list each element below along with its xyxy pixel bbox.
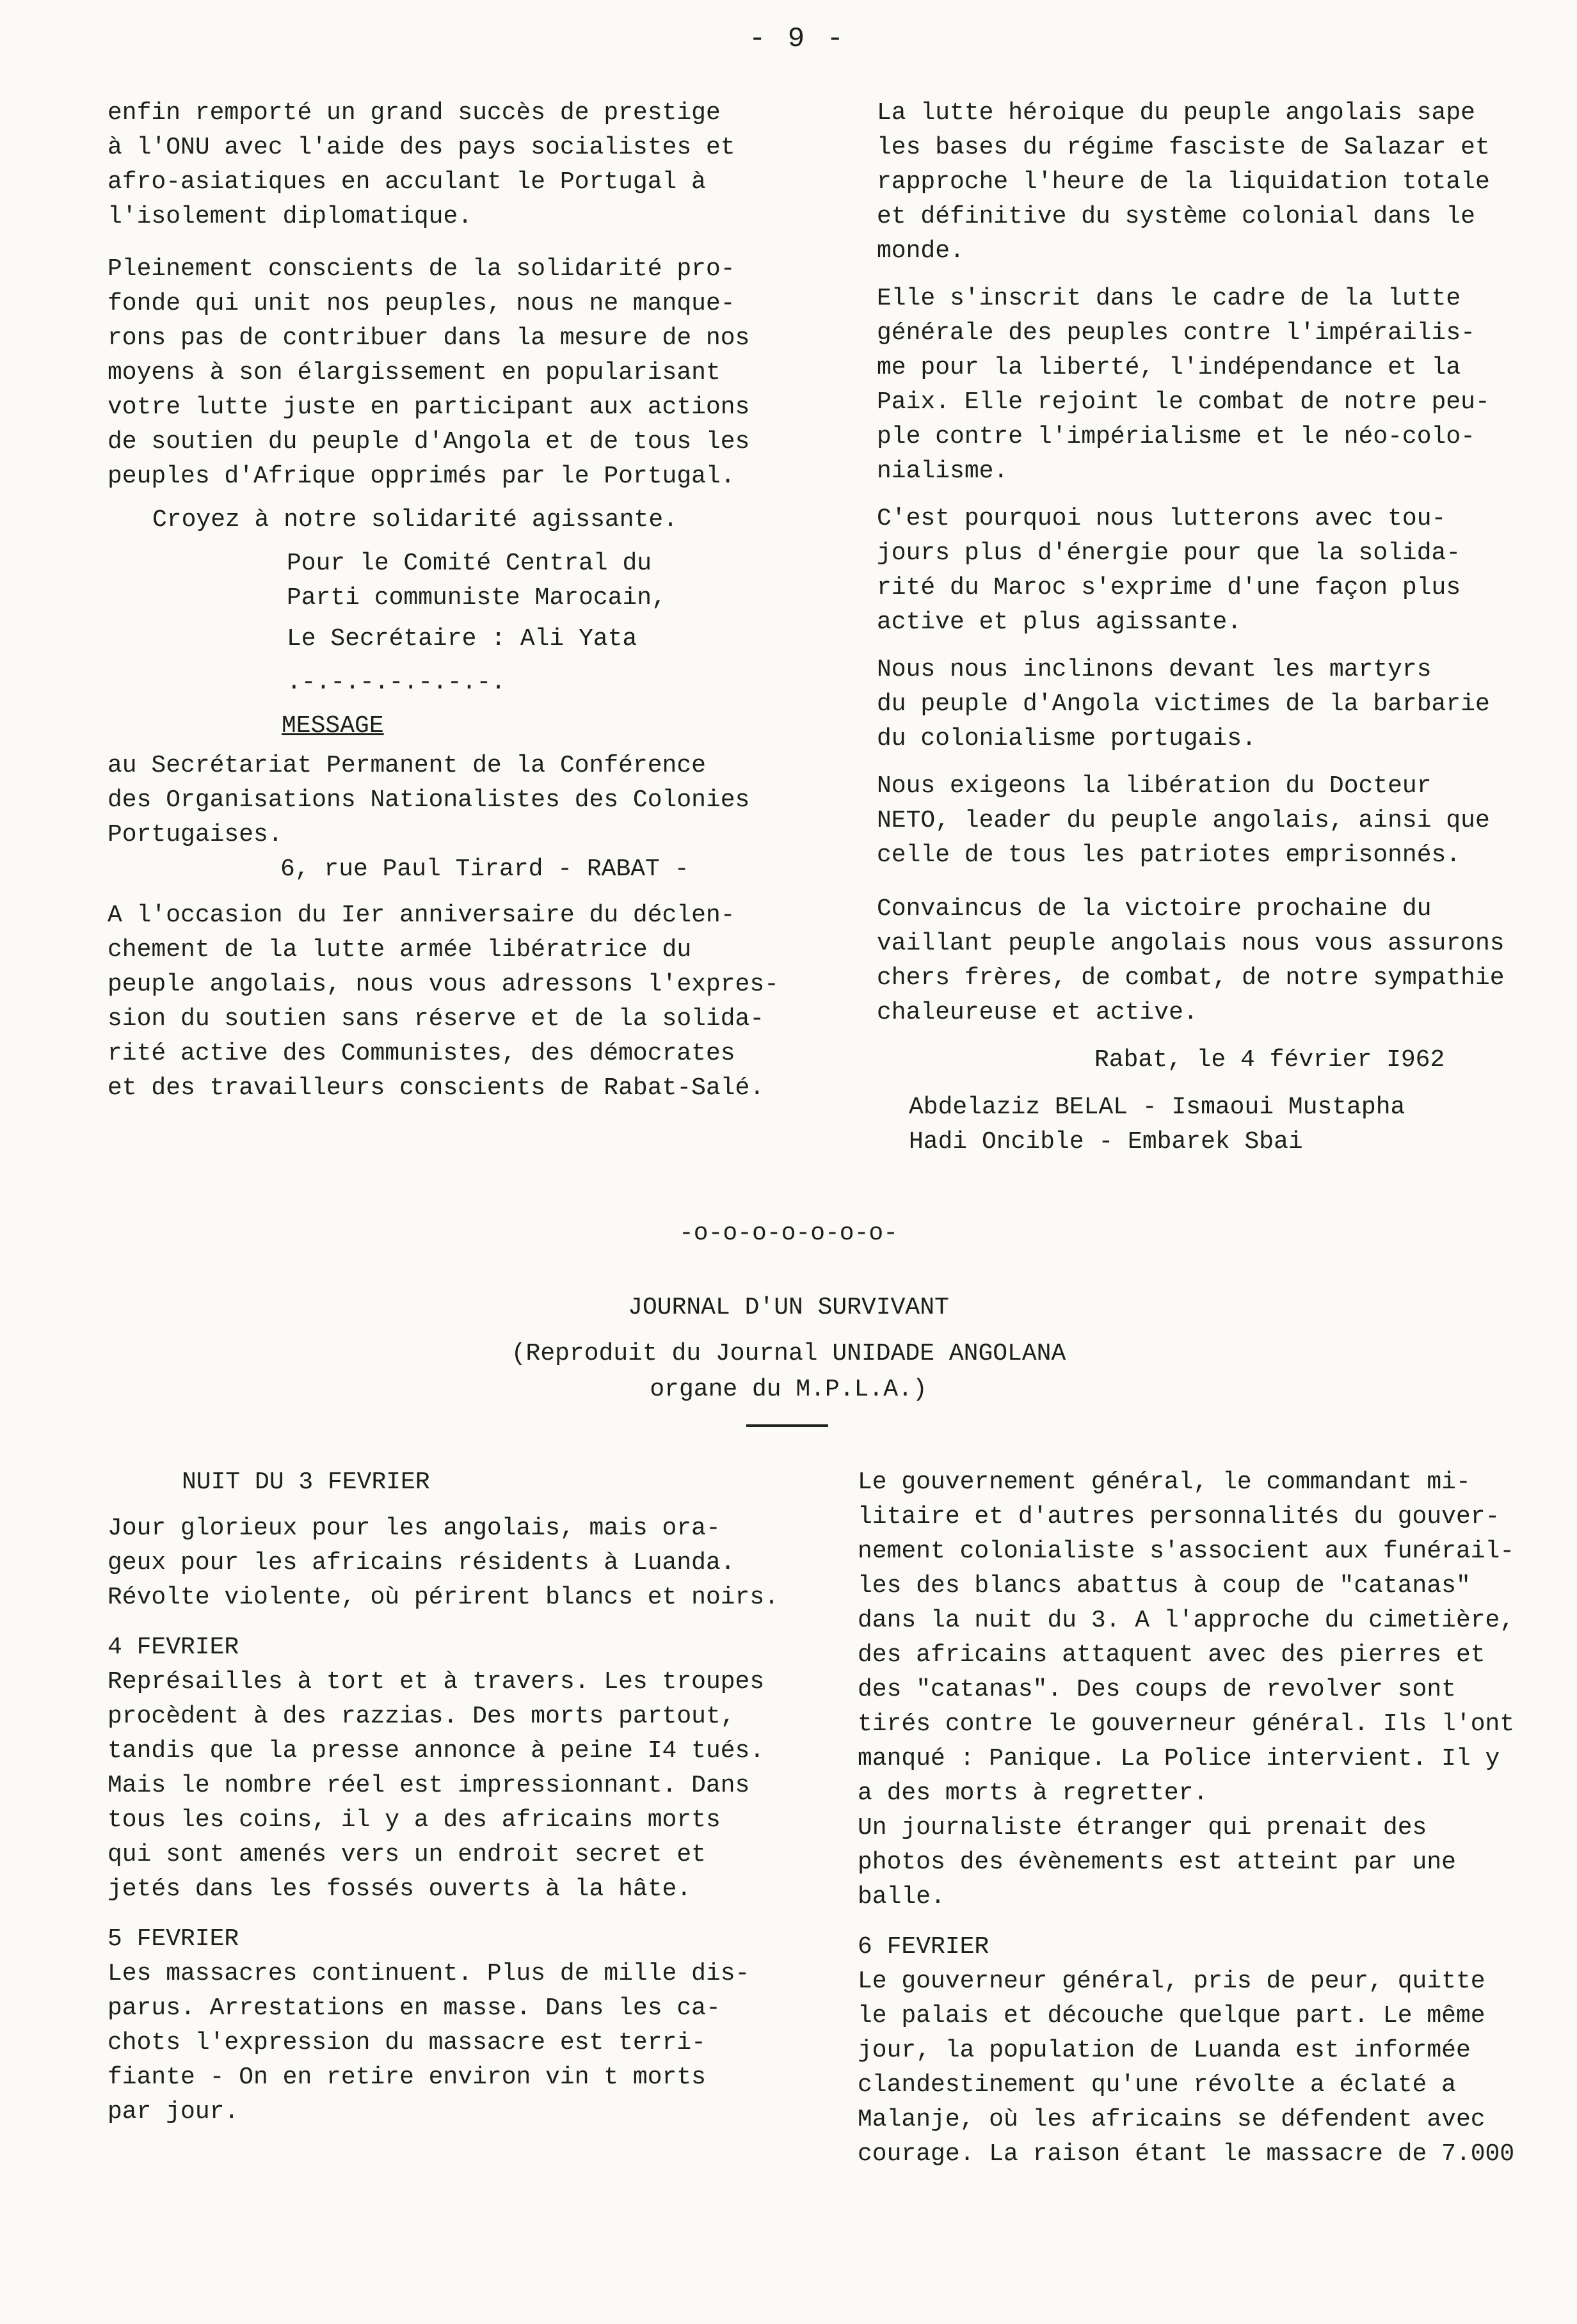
entry-heading: NUIT DU 3 FEVRIER [182,1468,430,1496]
dotted-divider: .-.-.-.-.-.-.-. [287,669,506,696]
closing-line: Croyez à notre solidarité agissante. [152,506,678,534]
paragraph: enfin remporté un grand succès de prestige à l'ONU avec l'aide des pays socialistes et afro-asiatiques en acculant le Portugal à l'isolement diplomatique. [108,99,735,230]
entry-heading: 4 FEVRIER [108,1634,239,1661]
paragraph: Convaincus de la victoire prochaine du vaillant peuple angolais nous vous assurons chers frères, de combat, de notre sympathie chaleureuse et active. [877,895,1505,1026]
journal-subtitle: (Reproduit du Journal UNIDADE ANGOLANA [511,1340,1066,1367]
paragraph: Nous exigeons la libération du Docteur NETO, leader du peuple angolais, ainsi que celle de tous les patriotes emprisonnés. [877,772,1490,869]
paragraph: Pleinement conscients de la solidarité pro- fonde qui unit nos peuples, nous ne manque- rons pas de contribuer dans la mesure de nos moyens à son élargissement en popularisant votre lutte juste en participant aux actions de soutien du peuple d'Angola et de tous les peuples d'Afrique opprimés par le Portugal. [108,255,750,490]
message-title: MESSAGE [282,712,384,740]
right-column-bottom [858,1465,1555,2190]
page-number: - 9 - [749,23,847,55]
journal-heading [0,1290,1577,1408]
journal-title: JOURNAL D'UN SURVIVANT [628,1294,949,1321]
signature-committee: Pour le Comité Central du Parti communiste Marocain, [287,550,666,612]
left-column-bottom [108,1465,844,2147]
section-divider: -o-o-o-o-o-o-o- [678,1220,899,1247]
paragraph: C'est pourquoi nous lutterons avec tou- jours plus d'énergie pour que la solida- rité du Maroc s'exprime d'une façon plus active et plus agissante. [877,505,1461,636]
journal-subtitle: organe du M.P.L.A.) [650,1376,927,1403]
signature-secretary: Le Secrétaire : Ali Yata [287,625,637,653]
entry-body: Le gouvernement général, le commandant mi- litaire et d'autres personnalités du gouver- nement colonialiste s'associent aux funérail- les des blancs abattus à coup de "catanas" dans la nuit du 3. A l'approche du cimetière, des africains attaquent avec des pierres et des "catanas". Des coups de revolver sont tirés contre le gouverneur général. Ils l'ont manqué : Panique. La Police intervient. Il y a des morts à regretter. Un journaliste étranger qui prenait des photos des évènements est atteint par une balle. [858,1468,1515,1911]
entry-heading: 5 FEVRIER [108,1925,239,1953]
entry-body: Les massacres continuent. Plus de mille dis- parus. Arrestations en masse. Dans les ca- chots l'expression du massacre est terri- fiante - On en retire environ vin t morts par jour. [108,1960,750,2126]
entry-body: Jour glorieux pour les angolais, mais ora- geux pour les africains résidents à Luanda. Révolte violente, où périrent blancs et noirs. [108,1515,779,1611]
paragraph: Elle s'inscrit dans le cadre de la lutte générale des peuples contre l'impérailis- me pour la liberté, l'indépendance et la Paix. Elle rejoint le combat de notre peu- ple contre l'impérialisme et le néo-colo- nialisme. [877,285,1490,485]
message-body: A l'occasion du Ier anniversaire du déclen- chement de la lutte armée libératrice du peuple angolais, nous vous adressons l'expres- sion du soutien sans réserve et de la solida- rité active des Communistes, des démocrates et des travailleurs conscients de Rabat-Salé. [108,902,779,1102]
left-column-top [108,96,824,1124]
paragraph: Nous nous inclinons devant les martyrs du peuple d'Angola victimes de la barbarie du colonialisme portugais. [877,656,1490,752]
heading-rule [746,1424,828,1427]
letter-date: Rabat, le 4 février I962 [1094,1046,1445,1074]
entry-heading: 6 FEVRIER [858,1933,989,1961]
message-recipient: au Secrétariat Permanent de la Conférence des Organisations Nationalistes des Colonies Portugaises. [108,752,750,848]
paragraph: La lutte héroique du peuple angolais sape les bases du régime fasciste de Salazar et rapproche l'heure de la liquidation totale et définitive du système colonial dans le monde. [877,99,1490,265]
letter-signers: Abdelaziz BELAL - Ismaoui Mustapha Hadi Oncible - Embarek Sbai [909,1094,1405,1156]
message-address: 6, rue Paul Tirard - RABAT - [280,856,689,883]
right-column-top [877,96,1542,1177]
entry-body: Représailles à tort et à travers. Les troupes procèdent à des razzias. Des morts partout, tandis que la presse annonce à peine I4 tués. Mais le nombre réel est impressionnant. Dans tous les coins, il y a des africains morts qui sont amenés vers un endroit secret et jetés dans les fossés ouverts à la hâte. [108,1668,765,1903]
entry-body: Le gouverneur général, pris de peur, quitte le palais et découche quelque part. Le même jour, la population de Luanda est informée clandestinement qu'une révolte a éclaté a Malanje, où les africains se défendent avec courage. La raison étant le massacre de 7.000 [858,1968,1515,2168]
